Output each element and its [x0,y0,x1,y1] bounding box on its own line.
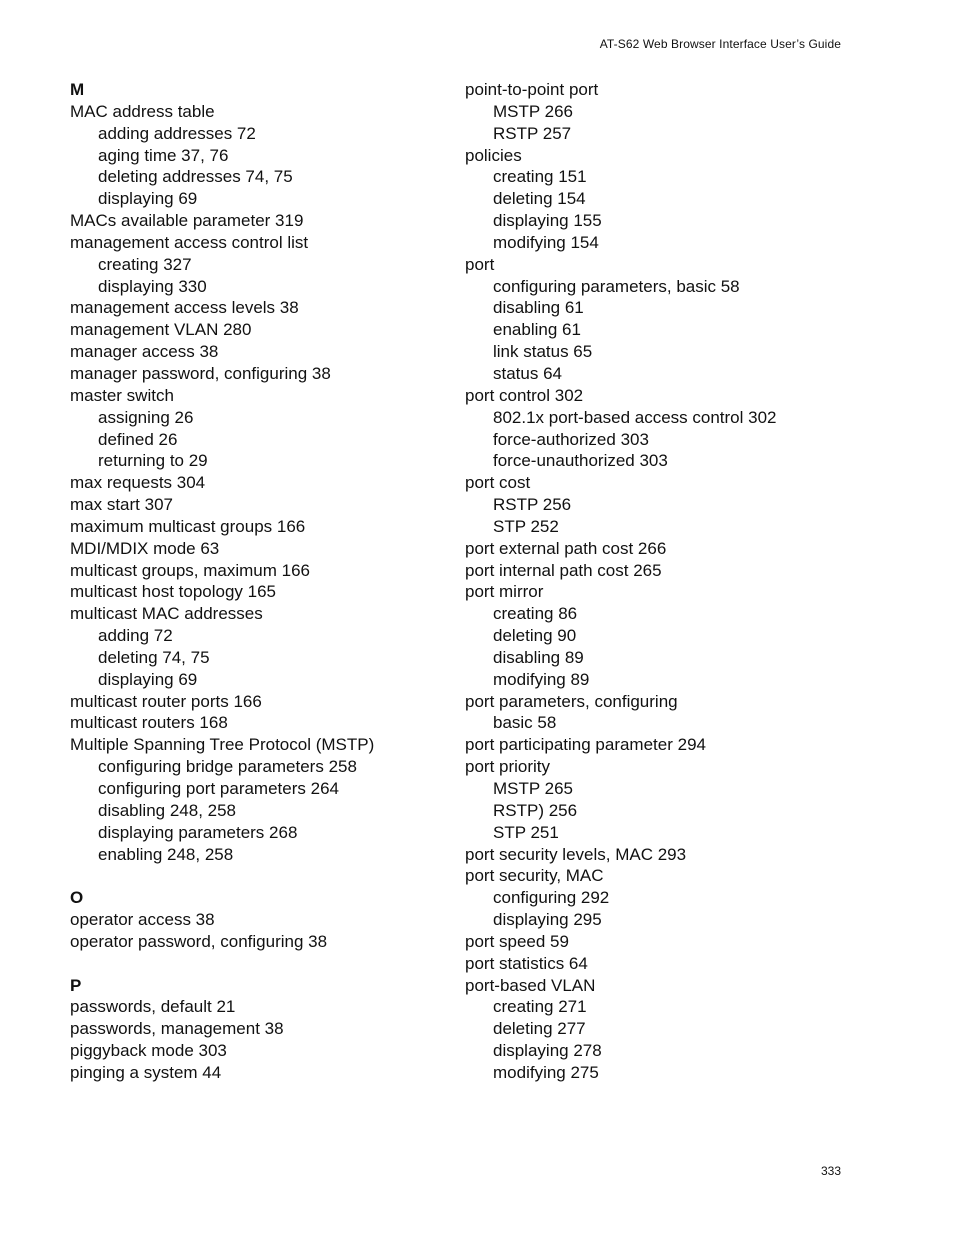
index-entry: MAC address table [70,101,215,121]
index-entry: policies [465,145,522,165]
index-subentry: assigning 26 [98,407,194,427]
index-entry: MACs available parameter 319 [70,211,304,231]
index-entry: piggyback mode 303 [70,1041,227,1061]
index-entry: passwords, management 38 [70,1019,284,1039]
index-subentry: deleting 90 [493,626,577,646]
index-subentry: displaying 155 [493,211,602,231]
index-subentry: STP 251 [493,822,559,842]
index-entry: port internal path cost 265 [465,560,662,580]
running-header: AT-S62 Web Browser Interface User’s Guide [599,37,841,51]
index-entry: operator access 38 [70,910,215,930]
index-entry: multicast routers 168 [70,713,228,733]
index-subentry: disabling 61 [493,298,584,318]
index-column-left [70,79,374,1084]
index-subentry: 802.1x port-based access control 302 [493,407,777,427]
index-entry: management access control list [70,232,309,252]
index-spacer [70,865,374,887]
index-entry: MDI/MDIX mode 63 [70,538,220,558]
index-subentry: RSTP 257 [493,123,572,143]
index-subentry: configuring port parameters 264 [98,779,339,798]
index-entry: multicast groups, maximum 166 [70,560,310,580]
index-subentry: configuring 292 [493,888,610,908]
index-subentry: adding 72 [98,626,173,646]
index-subentry: modifying 275 [493,1062,599,1082]
index-entry: port-based VLAN [465,975,596,995]
index-entry: port control 302 [465,385,584,405]
index-subentry: deleting 277 [493,1019,586,1039]
index-subentry: deleting 74, 75 [98,647,210,667]
index-subentry: STP 252 [493,516,559,536]
index-entry: manager access 38 [70,342,219,362]
index-subentry: configuring parameters, basic 58 [493,276,740,296]
index-entry: port cost [465,473,531,493]
index-subentry: force-unauthorized 303 [493,451,668,471]
index-letter-heading: P [70,975,82,995]
index-entry: port parameters, configuring [465,691,678,711]
index-subentry: RSTP 256 [493,495,572,515]
index-entry: port [465,254,495,274]
index-subentry: enabling 248, 258 [98,844,234,864]
index-subentry: displaying 295 [493,910,602,930]
index-subentry: returning to 29 [98,451,208,471]
index-subentry: modifying 154 [493,232,599,252]
index-subentry: MSTP 265 [493,779,574,798]
index-entry: port speed 59 [465,931,569,951]
index-entry: Multiple Spanning Tree Protocol (MSTP) [70,735,375,755]
index-column-right [465,79,777,1084]
index-entry: multicast host topology 165 [70,582,277,602]
index-subentry: link status 65 [493,342,593,362]
index-subentry: displaying 278 [493,1041,602,1061]
index-entry: multicast MAC addresses [70,604,263,624]
index-letter-heading: M [70,80,85,99]
index-entry: port mirror [465,582,544,602]
index-subentry: disabling 248, 258 [98,800,237,820]
index-spacer [70,953,374,975]
index-entry: point-to-point port [465,80,599,99]
index-entry: port external path cost 266 [465,538,667,558]
index-entry: master switch [70,385,174,405]
index-subentry: RSTP) 256 [493,800,578,820]
index-entry: management access levels 38 [70,298,299,318]
index-entry: port statistics 64 [465,953,588,973]
index-entry: port participating parameter 294 [465,735,706,755]
index-subentry: displaying 69 [98,189,198,209]
index-subentry: defined 26 [98,429,178,449]
index-subentry: creating 151 [493,167,587,187]
index-entry: passwords, default 21 [70,997,236,1017]
index-subentry: modifying 89 [493,669,590,689]
index-entry: port security, MAC [465,866,604,886]
index-subentry: adding addresses 72 [98,123,256,143]
index-subentry: creating 86 [493,604,578,624]
index-subentry: configuring bridge parameters 258 [98,757,357,777]
index-subentry: aging time 37, 76 [98,145,229,165]
index-entry: port priority [465,757,551,777]
index-subentry: deleting addresses 74, 75 [98,167,293,187]
index-subentry: force-authorized 303 [493,429,649,449]
index-entry: max start 307 [70,495,173,515]
index-subentry: deleting 154 [493,189,586,209]
index-subentry: displaying parameters 268 [98,822,298,842]
index-entry: max requests 304 [70,473,206,493]
index-subentry: disabling 89 [493,647,584,667]
index-entry: operator password, configuring 38 [70,931,328,951]
index-subentry: status 64 [493,363,562,383]
index-entry: maximum multicast groups 166 [70,516,306,536]
index-entry: pinging a system 44 [70,1062,222,1082]
index-entry: multicast router ports 166 [70,691,262,711]
index-entry: management VLAN 280 [70,320,252,340]
index-entry: manager password, configuring 38 [70,363,331,383]
index-subentry: MSTP 266 [493,101,574,121]
index-subentry: basic 58 [493,713,557,733]
page-number: 333 [820,1164,841,1178]
index-subentry: creating 271 [493,997,587,1017]
index-letter-heading: O [70,888,84,908]
index-subentry: creating 327 [98,254,192,274]
index-subentry: displaying 330 [98,276,207,296]
index-entry: port security levels, MAC 293 [465,844,687,864]
index-subentry: enabling 61 [493,320,581,340]
index-subentry: displaying 69 [98,669,198,689]
